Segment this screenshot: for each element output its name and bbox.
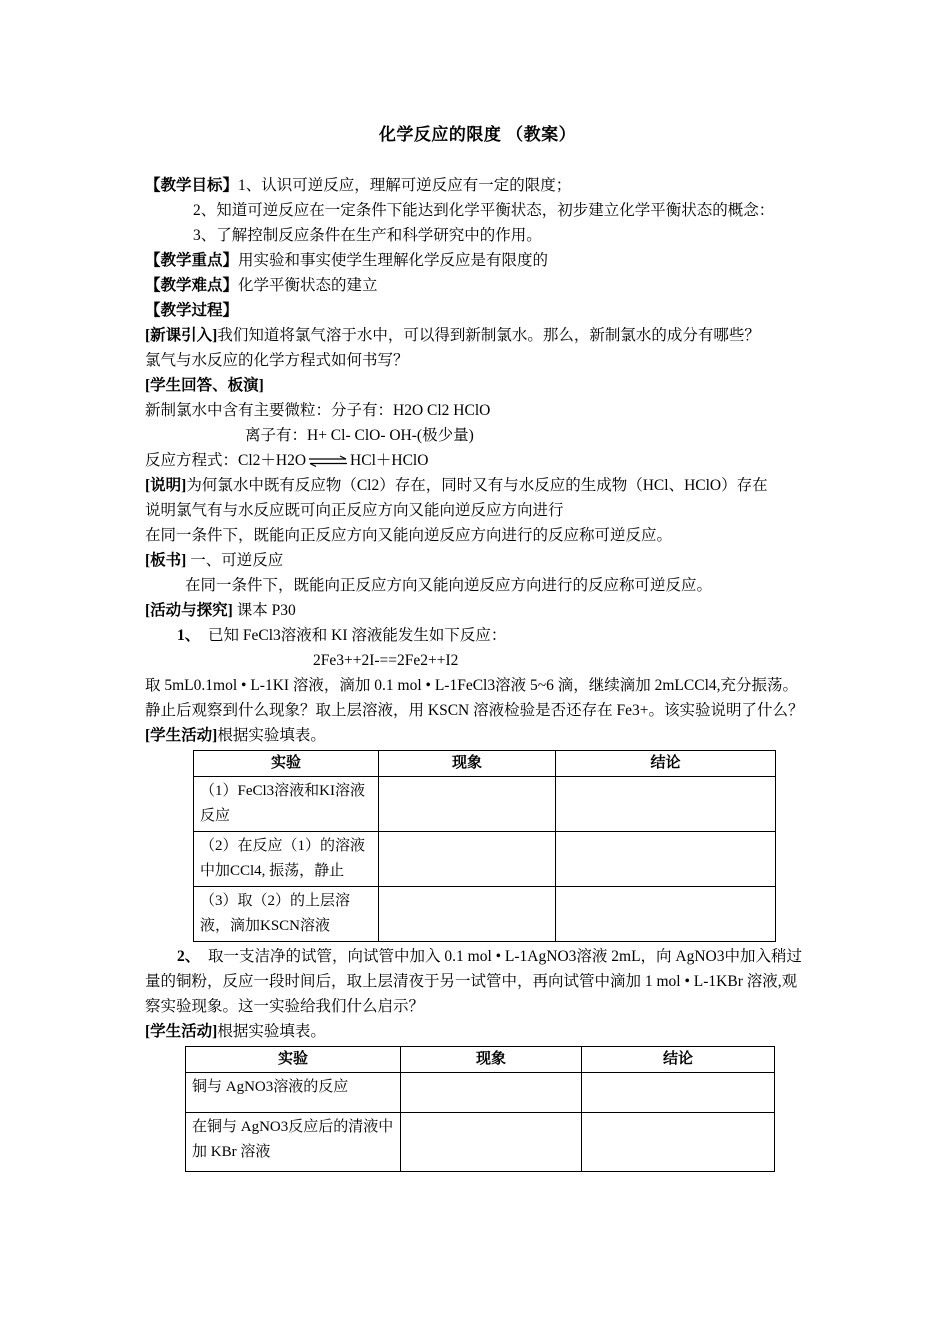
goals-line: [145, 173, 810, 198]
experiment-2-number: 2、: [177, 948, 201, 965]
table-cell-experiment: （1）FeCl3溶液和KI溶液反应: [194, 777, 379, 832]
board-label: [板书]: [145, 552, 187, 569]
experiment-1-text: 已知 FeCl3溶液和 KI 溶液能发生如下反应：: [208, 627, 507, 644]
experiment-1-procedure: 取 5mL0.1mol • L-1KI 溶液，滴加 0.1 mol • L-1FeCl3溶液 5~6 滴，继续滴加 2mLCCl4,充分振荡。静止后观察到什么现象？取上层溶液，用 KSCN 溶液检验是否还存在 Fe3+。该实验说明了什么？: [145, 677, 804, 719]
table-cell-conclusion[interactable]: [556, 832, 776, 887]
experiment-1-table: [193, 750, 776, 942]
intro-label: [新课引入]: [145, 327, 218, 344]
explain-label: [说明]: [145, 477, 187, 494]
experiment-2-paragraph: [145, 944, 810, 1019]
student-activity-label-1: [学生活动]: [145, 727, 218, 744]
table-cell-conclusion[interactable]: [556, 777, 776, 832]
key-text: 用实验和事实使学生理解化学反应是有限度的: [238, 252, 549, 269]
table-header-row: [194, 751, 776, 777]
table-header-conclusion: 结论: [556, 751, 776, 777]
intro-text-2: 氯气与水反应的化学方程式如何书写？: [145, 352, 409, 369]
explain-text-2: 说明氯气有与水反应既可向正反应方向又能向逆反应方向进行: [145, 502, 564, 519]
table-cell-phenomenon[interactable]: [379, 777, 556, 832]
difficulty-line: [145, 273, 810, 298]
equation-line: [145, 448, 810, 473]
page-title: 化学反应的限度 （教案）: [378, 125, 577, 144]
table-header-phenomenon: 现象: [401, 1047, 582, 1073]
table-row: [194, 777, 776, 832]
table-cell-conclusion[interactable]: [582, 1113, 775, 1172]
board-definition: 在同一条件下，既能向正反应方向又能向逆反应方向进行的反应称可逆反应。: [185, 577, 713, 594]
activity-label: [活动与探究]: [145, 602, 233, 619]
explain-line: [145, 473, 810, 498]
experiment-1-line: [145, 623, 810, 648]
experiment-1-equation: 2Fe3++2I-==2Fe2++I2: [313, 652, 459, 669]
explain-text: 为何氯水中既有反应物（Cl2）存在，同时又有与水反应的生成物（HCl、HClO）存在: [186, 477, 768, 494]
difficulty-text: 化学平衡状态的建立: [238, 277, 378, 294]
particles-molecules: 新制氯水中含有主要微粒：分子有：H2O Cl2 HClO: [145, 402, 491, 419]
table-header-conclusion: 结论: [582, 1047, 775, 1073]
intro-line: [145, 323, 810, 348]
goal-1: 1、认识可逆反应，理解可逆反应有一定的限度；: [238, 177, 572, 194]
activity-text: 课本 P30: [236, 602, 296, 619]
equilibrium-arrow-icon: [308, 455, 348, 467]
table-cell-experiment: （2）在反应（1）的溶液中加CCl4, 振荡，静止: [194, 832, 379, 887]
table-row: [194, 887, 776, 942]
definition-text: 在同一条件下，既能向正反应方向又能向逆反应方向进行的反应称可逆反应。: [145, 527, 673, 544]
answer-label: [学生回答、板演]: [145, 377, 264, 394]
process-label: 【教学过程】: [145, 302, 239, 319]
goals-label: 【教学目标】: [145, 177, 239, 194]
board-line: [145, 548, 810, 573]
table-cell-phenomenon[interactable]: [379, 832, 556, 887]
student-activity-text-1: 根据实验填表。: [217, 727, 326, 744]
board-text: 一、可逆反应: [190, 552, 284, 569]
difficulty-label: 【教学难点】: [145, 277, 239, 294]
table-header-phenomenon: 现象: [379, 751, 556, 777]
document-page: [145, 122, 810, 1172]
table-row: [186, 1113, 775, 1172]
table-cell-experiment: （3）取（2）的上层溶液，滴加KSCN溶液: [194, 887, 379, 942]
student-activity-label-2: [学生活动]: [145, 1023, 218, 1040]
goal-3: 3、了解控制反应条件在生产和科学研究中的作用。: [193, 227, 542, 244]
student-activity-text-2: 根据实验填表。: [217, 1023, 326, 1040]
key-line: [145, 248, 810, 273]
table-cell-phenomenon[interactable]: [401, 1113, 582, 1172]
table-cell-phenomenon[interactable]: [401, 1073, 582, 1113]
key-label: 【教学重点】: [145, 252, 239, 269]
table-header-experiment: 实验: [194, 751, 379, 777]
table-cell-conclusion[interactable]: [582, 1073, 775, 1113]
equation-right: HCl＋HClO: [350, 452, 429, 469]
table-row: [194, 832, 776, 887]
experiment-1-number: 1、: [177, 627, 201, 644]
equation-left: 反应方程式：Cl2＋H2O: [145, 452, 307, 469]
table-cell-conclusion[interactable]: [556, 887, 776, 942]
table-cell-experiment: 在铜与 AgNO3反应后的清液中加 KBr 溶液: [186, 1113, 401, 1172]
table-row: [186, 1073, 775, 1113]
particles-ions: 离子有：H+ Cl- ClO- OH-(极少量): [245, 427, 474, 444]
table-cell-phenomenon[interactable]: [379, 887, 556, 942]
activity-line: [145, 598, 810, 623]
student-activity-line-1: [145, 723, 810, 748]
table-header-experiment: 实验: [186, 1047, 401, 1073]
experiment-2-table: [185, 1046, 775, 1172]
intro-text: 我们知道将氯气溶于水中，可以得到新制氯水。那么，新制氯水的成分有哪些？: [217, 327, 760, 344]
table-cell-experiment: 铜与 AgNO3溶液的反应: [186, 1073, 401, 1113]
student-activity-line-2: [145, 1019, 810, 1044]
experiment-2-text: 取一支洁净的试管，向试管中加入 0.1 mol • L-1AgNO3溶液 2mL，向 AgNO3中加入稍过量的铜粉，反应一段时间后，取上层清夜于另一试管中，再向试管中滴加 1 mol • L-1KBr 溶液,观察实验现象。这一实验给我们什么启示？: [145, 948, 802, 1015]
table-header-row: [186, 1047, 775, 1073]
goal-2: 2、知道可逆反应在一定条件下能达到化学平衡状态，初步建立化学平衡状态的概念：: [193, 202, 775, 219]
